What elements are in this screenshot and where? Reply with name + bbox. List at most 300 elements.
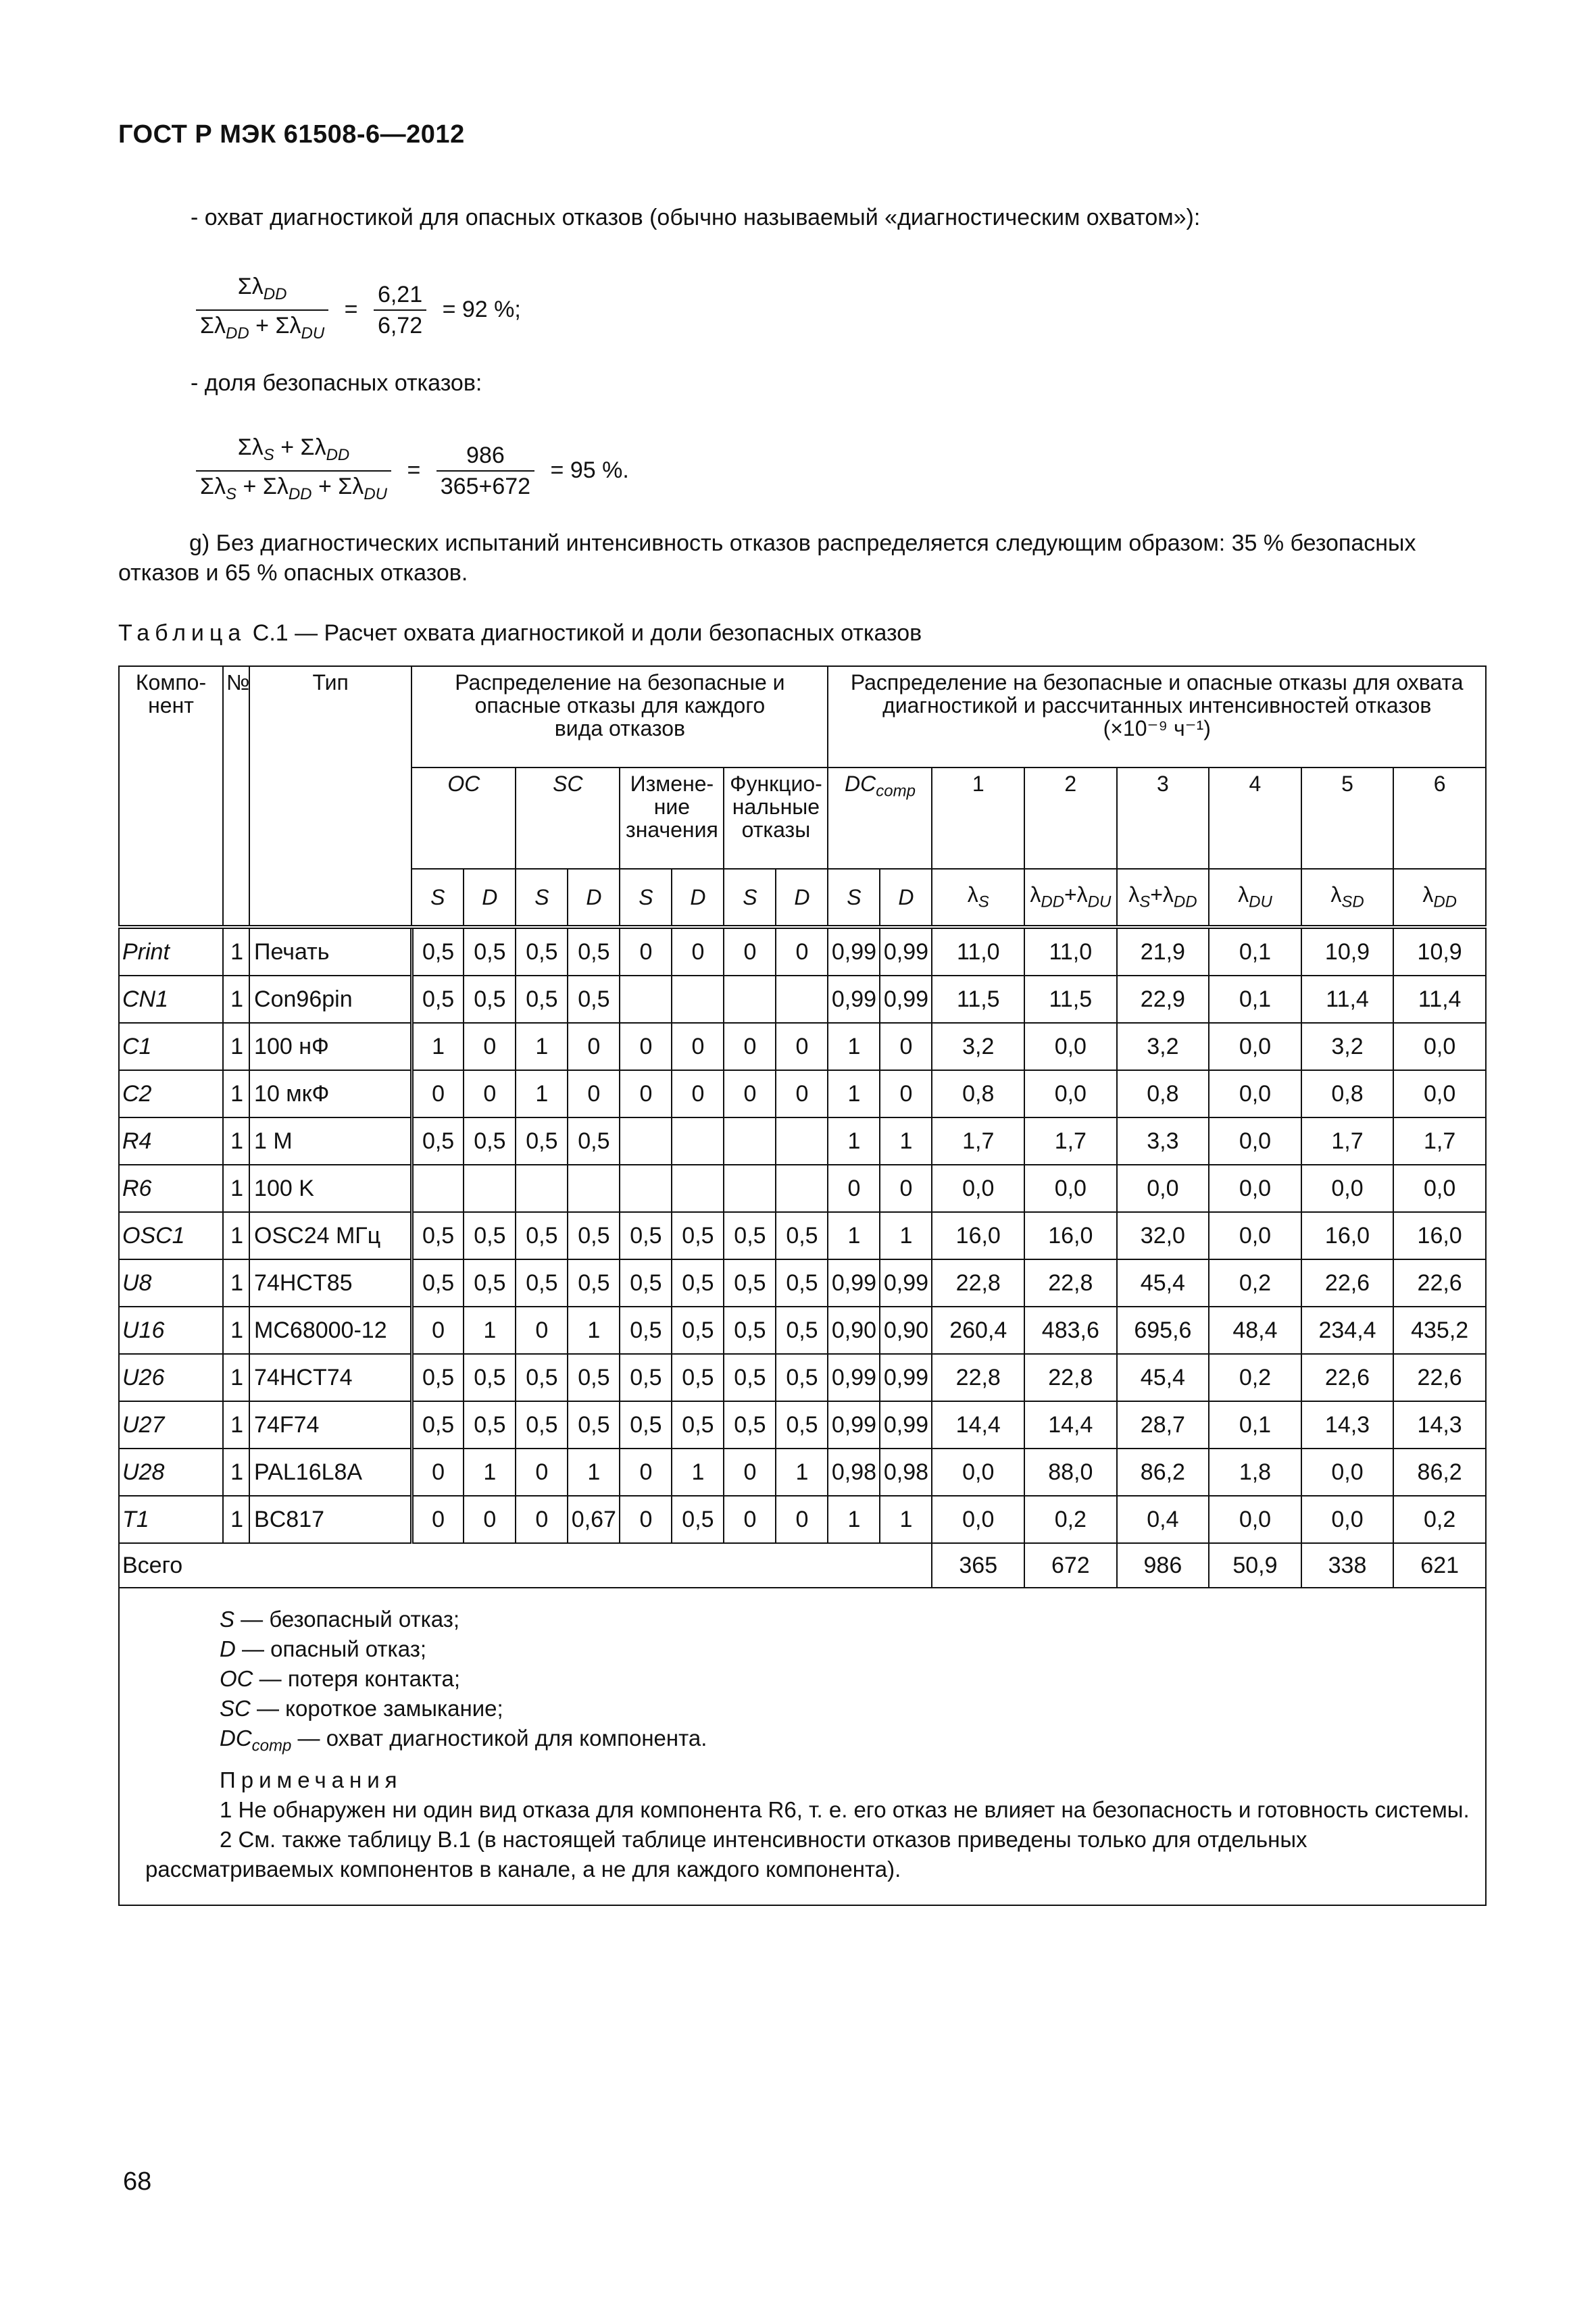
value-cell: 0,5 — [672, 1307, 724, 1354]
value-cell: 1 — [880, 1496, 932, 1543]
value-cell: 0,5 — [620, 1259, 672, 1307]
value-cell: 0,5 — [464, 976, 516, 1023]
value-cell: 86,2 — [1393, 1449, 1486, 1496]
value-cell — [620, 1165, 672, 1212]
value-cell: 0 — [776, 1496, 828, 1543]
value-cell: 0 — [776, 1070, 828, 1117]
value-cell: 0,5 — [412, 1354, 464, 1401]
value-cell — [620, 1117, 672, 1165]
paragraph-g: g) Без диагностических испытаний интенсивность отказов распределяется следующим образом: 35 % безопасных отказов и 65 % опасных отказов. — [118, 530, 1416, 586]
type-cell: Con96pin — [249, 976, 412, 1023]
value-cell: 0,99 — [828, 1354, 880, 1401]
component-cell: U28 — [119, 1449, 223, 1496]
component-cell: R6 — [119, 1165, 223, 1212]
value-cell: 1 — [776, 1449, 828, 1496]
document-header: ГОСТ Р МЭК 61508-6—2012 — [118, 120, 465, 149]
component-cell: U8 — [119, 1259, 223, 1307]
value-cell: 483,6 — [1024, 1307, 1117, 1354]
value-cell: 0,0 — [932, 1165, 1024, 1212]
type-cell: MC68000-12 — [249, 1307, 412, 1354]
value-cell: 435,2 — [1393, 1307, 1486, 1354]
value-cell: 0,5 — [464, 1259, 516, 1307]
component-cell: OSC1 — [119, 1212, 223, 1259]
note-2: 2 См. также таблицу В.1 (в настоящей таблице интенсивности отказов приведены только для отдельных рассматриваемых компонентов в канале, а не для каждого компонента). — [145, 1826, 1307, 1882]
value-cell: 32,0 — [1117, 1212, 1210, 1259]
value-cell: 0 — [516, 1496, 568, 1543]
value-cell: 16,0 — [1393, 1212, 1486, 1259]
value-cell — [776, 1165, 828, 1212]
value-cell: 234,4 — [1301, 1307, 1394, 1354]
header-col-6: 6 — [1393, 768, 1486, 869]
value-cell: 0 — [880, 1165, 932, 1212]
table-row — [119, 1117, 1486, 1165]
value-cell: 0,0 — [1209, 1023, 1301, 1070]
header-oc: OC — [412, 768, 516, 869]
table-body — [119, 927, 1486, 1543]
value-cell — [620, 976, 672, 1023]
value-cell: 0,5 — [412, 1401, 464, 1449]
type-cell: BC817 — [249, 1496, 412, 1543]
value-cell: 0,0 — [1024, 1165, 1117, 1212]
value-cell: 0 — [672, 927, 724, 976]
value-cell: 1 — [828, 1117, 880, 1165]
value-cell: 0,5 — [464, 1212, 516, 1259]
value-cell — [776, 1117, 828, 1165]
value-cell: 0,0 — [1209, 1212, 1301, 1259]
value-cell: 0 — [620, 1070, 672, 1117]
value-cell: 14,4 — [932, 1401, 1024, 1449]
total-label: Всего — [119, 1543, 932, 1588]
value-cell: 0 — [776, 1023, 828, 1070]
value-cell: 0,99 — [880, 1259, 932, 1307]
value-cell — [672, 976, 724, 1023]
value-cell: 1 — [568, 1449, 620, 1496]
header-lambda-du: $\lambda_{DU}$ — [1209, 869, 1301, 927]
total-cell: 50,9 — [1209, 1543, 1301, 1588]
value-cell: 0,5 — [568, 927, 620, 976]
table-row — [119, 1401, 1486, 1449]
value-cell: 0,5 — [516, 1259, 568, 1307]
value-cell: 11,4 — [1393, 976, 1486, 1023]
value-cell: 0,1 — [1209, 976, 1301, 1023]
value-cell: 1,7 — [1301, 1117, 1394, 1165]
value-cell: 0,4 — [1117, 1496, 1210, 1543]
formula2-result: = 95 %. — [550, 457, 629, 484]
value-cell: 1 — [516, 1023, 568, 1070]
value-cell: 0,5 — [724, 1354, 776, 1401]
table-row — [119, 1354, 1486, 1401]
total-cell: 365 — [932, 1543, 1024, 1588]
page-number: 68 — [123, 2167, 152, 2196]
header-diagnostic-distribution: Распределение на безопасные и опасные отказы для охвата диагностикой и рассчитанных интенсивностей отказов (×10⁻⁹ ч⁻¹) — [828, 666, 1486, 768]
paragraph-safe-failure-fraction: - доля безопасных отказов: — [191, 370, 482, 396]
value-cell: 11,5 — [1024, 976, 1117, 1023]
value-cell: 22,8 — [1024, 1259, 1117, 1307]
type-cell: 100 нФ — [249, 1023, 412, 1070]
value-cell: 0,8 — [1117, 1070, 1210, 1117]
type-cell: 74F74 — [249, 1401, 412, 1449]
number-cell: 1 — [223, 1259, 249, 1307]
header-type: Тип — [249, 666, 412, 927]
value-cell: 0,5 — [724, 1307, 776, 1354]
value-cell: 0 — [464, 1496, 516, 1543]
value-cell: 0,99 — [828, 1401, 880, 1449]
header-component: Компо-нент — [119, 666, 223, 927]
value-cell: 0,0 — [1393, 1165, 1486, 1212]
value-cell: 0 — [464, 1023, 516, 1070]
value-cell: 0 — [464, 1070, 516, 1117]
value-cell: 14,3 — [1301, 1401, 1394, 1449]
number-cell: 1 — [223, 976, 249, 1023]
table-row — [119, 1307, 1486, 1354]
value-cell: 0,5 — [516, 927, 568, 976]
header-dc-comp: $DC_{comp}$ — [828, 768, 932, 869]
value-cell: 22,8 — [932, 1259, 1024, 1307]
value-cell — [464, 1165, 516, 1212]
value-cell: 0 — [828, 1165, 880, 1212]
value-cell: 0 — [880, 1070, 932, 1117]
header-lambda-sd: $\lambda_{SD}$ — [1301, 869, 1394, 927]
header-col-5: 5 — [1301, 768, 1394, 869]
value-cell: 0,5 — [568, 1259, 620, 1307]
value-cell: 0,0 — [1301, 1165, 1394, 1212]
value-cell: 0,99 — [880, 1354, 932, 1401]
value-cell: 0 — [412, 1307, 464, 1354]
number-cell: 1 — [223, 1354, 249, 1401]
type-cell: 1 M — [249, 1117, 412, 1165]
value-cell: 88,0 — [1024, 1449, 1117, 1496]
value-cell: 0,99 — [828, 927, 880, 976]
type-cell: Печать — [249, 927, 412, 976]
value-cell — [516, 1165, 568, 1212]
value-cell: 695,6 — [1117, 1307, 1210, 1354]
failure-table — [118, 665, 1487, 1906]
type-cell: 74HCT74 — [249, 1354, 412, 1401]
number-cell: 1 — [223, 1023, 249, 1070]
value-cell: 0,5 — [464, 1401, 516, 1449]
value-cell: 22,6 — [1393, 1354, 1486, 1401]
value-cell: 0,5 — [672, 1354, 724, 1401]
value-cell: 0,5 — [568, 1212, 620, 1259]
value-cell: 260,4 — [932, 1307, 1024, 1354]
value-cell: 0,5 — [516, 1401, 568, 1449]
value-cell: 22,6 — [1393, 1259, 1486, 1307]
value-cell: 0,99 — [828, 1259, 880, 1307]
value-cell: 0 — [880, 1023, 932, 1070]
value-cell: 0,5 — [620, 1354, 672, 1401]
value-cell: 1 — [568, 1307, 620, 1354]
legend-s: S — безопасный отказ; — [220, 1607, 460, 1632]
number-cell: 1 — [223, 1212, 249, 1259]
component-cell: U26 — [119, 1354, 223, 1401]
value-cell: 48,4 — [1209, 1307, 1301, 1354]
value-cell: 0 — [776, 927, 828, 976]
header-value-change: Измене-ние значения — [620, 768, 724, 869]
component-cell: T1 — [119, 1496, 223, 1543]
value-cell: 0,5 — [672, 1259, 724, 1307]
table-row — [119, 976, 1486, 1023]
value-cell: 0 — [672, 1070, 724, 1117]
value-cell: 0,5 — [672, 1496, 724, 1543]
value-cell: 0,0 — [1209, 1496, 1301, 1543]
value-cell: 0,5 — [412, 927, 464, 976]
header-col-2: 2 — [1024, 768, 1117, 869]
value-cell: 22,9 — [1117, 976, 1210, 1023]
value-cell: 0,5 — [776, 1259, 828, 1307]
value-cell: 0 — [568, 1023, 620, 1070]
number-cell: 1 — [223, 1165, 249, 1212]
value-cell: 0 — [516, 1307, 568, 1354]
header-drift-s: S — [620, 869, 672, 927]
value-cell — [672, 1165, 724, 1212]
paragraph-diagnostic-coverage: - охват диагностикой для опасных отказов (обычно называемый «диагностическим охватом»): — [191, 205, 1201, 230]
value-cell: 0,5 — [776, 1354, 828, 1401]
value-cell: 0,5 — [568, 1401, 620, 1449]
value-cell: 0,5 — [516, 976, 568, 1023]
total-cell: 621 — [1393, 1543, 1486, 1588]
header-sc-s: S — [516, 869, 568, 927]
value-cell: 0,8 — [932, 1070, 1024, 1117]
value-cell: 0,98 — [828, 1449, 880, 1496]
value-cell: 0,5 — [776, 1212, 828, 1259]
value-cell: 28,7 — [1117, 1401, 1210, 1449]
value-cell: 0 — [724, 927, 776, 976]
formula-diagnostic-coverage: $\frac{\Sigma\lambda_{DD}}{\Sigma\lambda_{DD} + \Sigma\lambda_{DU}}$ = $\frac{6,21}{6,72}$ = 92 %; — [196, 272, 530, 349]
value-cell: 1 — [464, 1449, 516, 1496]
formula2-fraction-values: $\frac{986}{365+672}$ — [437, 441, 534, 501]
value-cell: 0,5 — [620, 1401, 672, 1449]
value-cell: 16,0 — [1301, 1212, 1394, 1259]
value-cell: 0 — [412, 1449, 464, 1496]
value-cell: 0,5 — [620, 1307, 672, 1354]
value-cell: 0,98 — [880, 1449, 932, 1496]
value-cell: 0,0 — [932, 1449, 1024, 1496]
value-cell: 11,4 — [1301, 976, 1394, 1023]
value-cell: 22,6 — [1301, 1354, 1394, 1401]
value-cell: 0,90 — [828, 1307, 880, 1354]
value-cell: 0,2 — [1209, 1259, 1301, 1307]
value-cell: 10,9 — [1393, 927, 1486, 976]
value-cell: 0,5 — [516, 1212, 568, 1259]
number-cell: 1 — [223, 1117, 249, 1165]
value-cell: 0,1 — [1209, 927, 1301, 976]
value-cell: 0,2 — [1024, 1496, 1117, 1543]
header-func-d: D — [776, 869, 828, 927]
type-cell: 74HCT85 — [249, 1259, 412, 1307]
value-cell: 0 — [724, 1496, 776, 1543]
value-cell: 0,5 — [672, 1401, 724, 1449]
value-cell: 0 — [620, 1023, 672, 1070]
value-cell: 0,5 — [620, 1212, 672, 1259]
value-cell: 0,2 — [1393, 1496, 1486, 1543]
value-cell: 22,6 — [1301, 1259, 1394, 1307]
value-cell: 0,5 — [568, 1117, 620, 1165]
number-cell: 1 — [223, 1401, 249, 1449]
header-lambda-s: $\lambda_S$ — [932, 869, 1024, 927]
value-cell: 0,5 — [568, 1354, 620, 1401]
value-cell: 1 — [828, 1023, 880, 1070]
header-number: № — [223, 666, 249, 927]
table-row — [119, 1496, 1486, 1543]
value-cell: 0 — [620, 1496, 672, 1543]
value-cell: 11,0 — [932, 927, 1024, 976]
formula-safe-failure-fraction: $\frac{\Sigma\lambda_S + \Sigma\lambda_{DD}}{\Sigma\lambda_S + \Sigma\lambda_{DD} + \Sigma\lambda_{DU}}$ = $\frac{986}{365+672}$ = 95 %. — [196, 432, 639, 509]
value-cell: 0,99 — [880, 976, 932, 1023]
value-cell: 0,5 — [724, 1212, 776, 1259]
value-cell: 0,5 — [516, 1117, 568, 1165]
value-cell: 21,9 — [1117, 927, 1210, 976]
value-cell: 0,0 — [1301, 1496, 1394, 1543]
value-cell: 0,8 — [1301, 1070, 1394, 1117]
value-cell: 0,5 — [412, 1259, 464, 1307]
legend-d: D — опасный отказ; — [220, 1636, 426, 1661]
value-cell: 0,99 — [880, 1401, 932, 1449]
value-cell: 0,5 — [464, 1354, 516, 1401]
value-cell: 14,4 — [1024, 1401, 1117, 1449]
component-cell: U16 — [119, 1307, 223, 1354]
table-row — [119, 1259, 1486, 1307]
value-cell: 0,99 — [828, 976, 880, 1023]
number-cell: 1 — [223, 1307, 249, 1354]
table-total-row — [119, 1543, 1486, 1588]
type-cell: OSC24 МГц — [249, 1212, 412, 1259]
legend-sc: SC — короткое замыкание; — [220, 1696, 503, 1721]
header-col-4: 4 — [1209, 768, 1301, 869]
header-col-1: 1 — [932, 768, 1024, 869]
formula2-fraction-symbolic: $\frac{\Sigma\lambda_S + \Sigma\lambda_{DD}}{\Sigma\lambda_S + \Sigma\lambda_{DD} + \Sigma\lambda_{DU}}$ — [196, 432, 391, 509]
value-cell — [724, 1117, 776, 1165]
formula1-fraction-symbolic: $\frac{\Sigma\lambda_{DD}}{\Sigma\lambda_{DD} + \Sigma\lambda_{DU}}$ — [196, 272, 328, 349]
value-cell: 0,5 — [516, 1354, 568, 1401]
table-row — [119, 1070, 1486, 1117]
value-cell: 86,2 — [1117, 1449, 1210, 1496]
header-lambda-s-dd: $\lambda_S+\lambda_{DD}$ — [1117, 869, 1210, 927]
table-row — [119, 1449, 1486, 1496]
value-cell: 1,7 — [1393, 1117, 1486, 1165]
value-cell: 0,0 — [1024, 1023, 1117, 1070]
value-cell: 0,0 — [932, 1496, 1024, 1543]
value-cell: 22,8 — [1024, 1354, 1117, 1401]
value-cell: 22,8 — [932, 1354, 1024, 1401]
component-cell: C1 — [119, 1023, 223, 1070]
value-cell: 0,5 — [776, 1307, 828, 1354]
formula1-fraction-values: $\frac{6,21}{6,72}$ — [374, 280, 426, 341]
table-row — [119, 927, 1486, 976]
header-lambda-dd: $\lambda_{DD}$ — [1393, 869, 1486, 927]
number-cell: 1 — [223, 1449, 249, 1496]
header-col-3: 3 — [1117, 768, 1210, 869]
header-lambda-dd-du: $\lambda_{DD}+\lambda_{DU}$ — [1024, 869, 1117, 927]
header-oc-d: D — [464, 869, 516, 927]
value-cell: 0,5 — [412, 976, 464, 1023]
header-func-s: S — [724, 869, 776, 927]
value-cell: 0 — [620, 1449, 672, 1496]
value-cell: 0 — [620, 927, 672, 976]
note-1: 1 Не обнаружен ни один вид отказа для компонента R6, т. е. его отказ не влияет на безопасность и готовность системы. — [220, 1796, 1470, 1822]
table-row — [119, 1212, 1486, 1259]
value-cell: 0 — [724, 1449, 776, 1496]
value-cell — [776, 976, 828, 1023]
value-cell: 0,0 — [1393, 1070, 1486, 1117]
type-cell: 100 K — [249, 1165, 412, 1212]
value-cell — [412, 1165, 464, 1212]
value-cell: 0 — [568, 1070, 620, 1117]
value-cell — [724, 1165, 776, 1212]
value-cell: 1 — [464, 1307, 516, 1354]
value-cell: 0,5 — [672, 1212, 724, 1259]
total-cell: 672 — [1024, 1543, 1117, 1588]
header-dc-s: S — [828, 869, 880, 927]
header-sc: SC — [516, 768, 620, 869]
value-cell — [672, 1117, 724, 1165]
component-cell: CN1 — [119, 976, 223, 1023]
value-cell: 0,0 — [1301, 1449, 1394, 1496]
component-cell: R4 — [119, 1117, 223, 1165]
value-cell: 1 — [412, 1023, 464, 1070]
value-cell: 45,4 — [1117, 1259, 1210, 1307]
header-sc-d: D — [568, 869, 620, 927]
value-cell: 16,0 — [1024, 1212, 1117, 1259]
legend-dc-comp: $DC_{comp}$ — охват диагностикой для компонента. — [220, 1726, 707, 1755]
component-cell: Print — [119, 927, 223, 976]
value-cell: 0,5 — [464, 927, 516, 976]
legend-oc: OC — потеря контакта; — [220, 1666, 461, 1691]
value-cell: 1 — [828, 1496, 880, 1543]
value-cell: 1 — [880, 1117, 932, 1165]
value-cell: 1 — [828, 1070, 880, 1117]
value-cell: 1 — [880, 1212, 932, 1259]
value-cell: 11,0 — [1024, 927, 1117, 976]
value-cell: 0,0 — [1117, 1165, 1210, 1212]
header-failure-mode-distribution: Распределение на безопасные и опасные отказы для каждого вида отказов — [412, 666, 828, 768]
value-cell: 0 — [412, 1070, 464, 1117]
table-notes — [119, 1588, 1486, 1905]
value-cell: 0,90 — [880, 1307, 932, 1354]
value-cell: 0,0 — [1209, 1070, 1301, 1117]
value-cell: 1 — [828, 1212, 880, 1259]
value-cell: 0,0 — [1393, 1023, 1486, 1070]
value-cell: 0,1 — [1209, 1401, 1301, 1449]
value-cell: 0,0 — [1209, 1165, 1301, 1212]
value-cell: 3,3 — [1117, 1117, 1210, 1165]
value-cell: 0,5 — [464, 1117, 516, 1165]
value-cell: 16,0 — [932, 1212, 1024, 1259]
value-cell: 0,5 — [724, 1259, 776, 1307]
table-caption: Таблица С.1 — Расчет охвата диагностикой и доли безопасных отказов — [118, 620, 922, 646]
value-cell: 0 — [412, 1496, 464, 1543]
value-cell: 0 — [724, 1070, 776, 1117]
value-cell: 14,3 — [1393, 1401, 1486, 1449]
value-cell: 0,5 — [412, 1117, 464, 1165]
header-functional-failures: Функцио-нальные отказы — [724, 768, 828, 869]
value-cell: 0,5 — [776, 1401, 828, 1449]
type-cell: PAL16L8A — [249, 1449, 412, 1496]
value-cell: 3,2 — [1117, 1023, 1210, 1070]
value-cell: 0,5 — [724, 1401, 776, 1449]
header-oc-s: S — [412, 869, 464, 927]
value-cell: 0 — [516, 1449, 568, 1496]
value-cell — [568, 1165, 620, 1212]
number-cell: 1 — [223, 1070, 249, 1117]
header-dc-d: D — [880, 869, 932, 927]
value-cell: 0,0 — [1024, 1070, 1117, 1117]
component-cell: U27 — [119, 1401, 223, 1449]
value-cell: 0,5 — [568, 976, 620, 1023]
value-cell: 1,7 — [1024, 1117, 1117, 1165]
value-cell: 1 — [516, 1070, 568, 1117]
value-cell: 0,2 — [1209, 1354, 1301, 1401]
value-cell: 0,67 — [568, 1496, 620, 1543]
